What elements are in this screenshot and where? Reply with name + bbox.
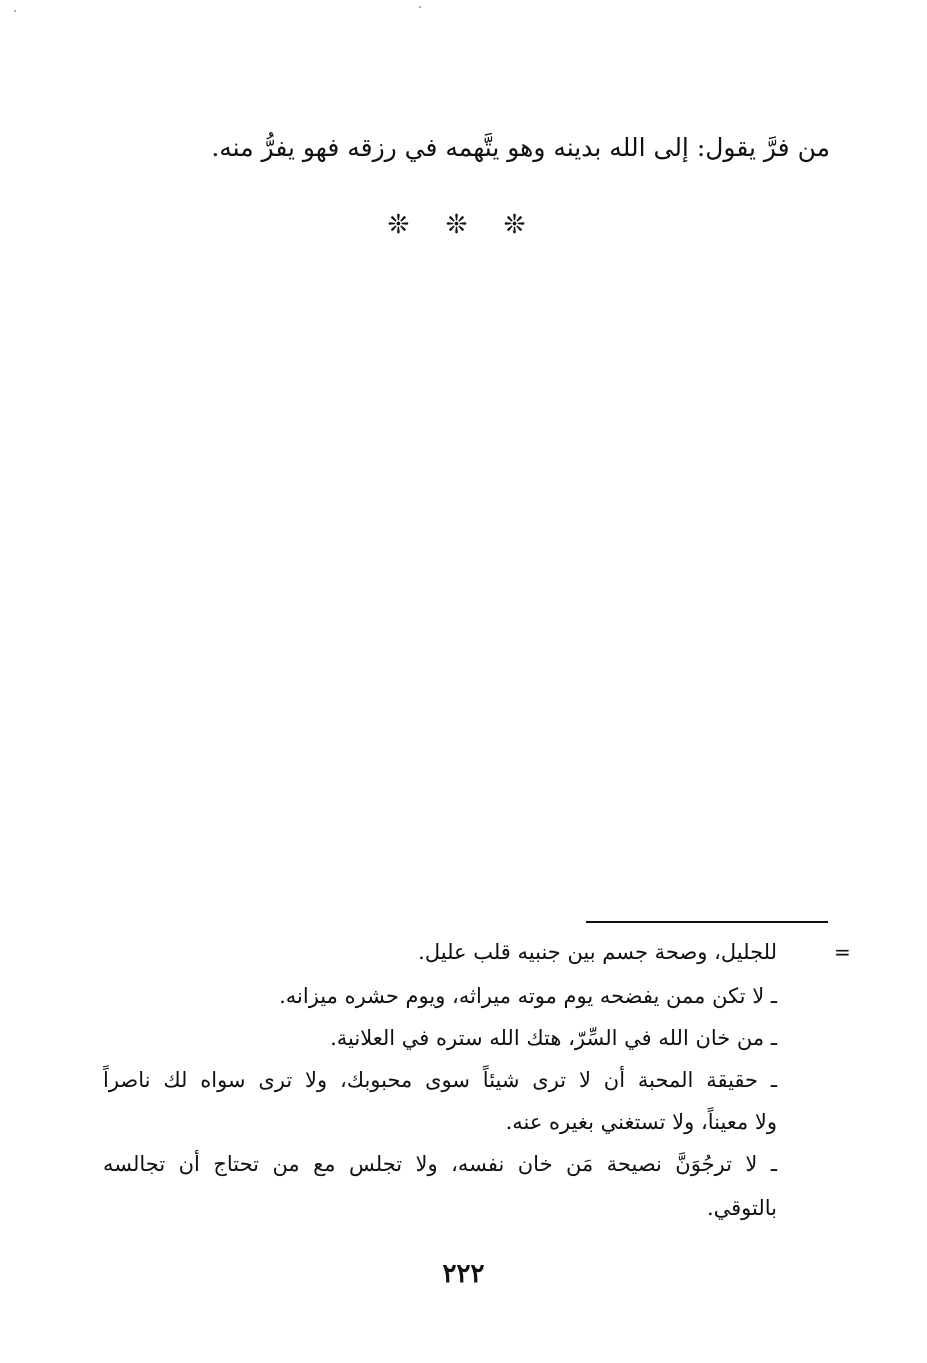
footnote-line: ولا معيناً، ولا تستغني بغيره عنه. — [505, 1110, 777, 1134]
footnote-line: بالتوقي. — [706, 1196, 777, 1220]
footnote-line: ـ لا ترجُوَنَّ نصيحة مَن خان نفسه، ولا تجلس مع من تحتاج أن تجالسه — [103, 1152, 777, 1176]
footnote-line: ـ حقيقة المحبة أن لا ترى شيئاً سوى محبوبك، ولا ترى سواه لك ناصراً — [103, 1068, 777, 1092]
main-paragraph: من فرَّ يقول: إلى الله بدينه وهو يتَّهمه في رزقه فهو يفرُّ منه. — [211, 133, 830, 162]
footnote-line: ـ لا تكن ممن يفضحه يوم موته ميراثه، ويوم حشره ميزانه. — [279, 984, 777, 1008]
scan-speck — [419, 6, 421, 8]
page-number: ٢٢٢ — [442, 1259, 485, 1289]
footnote-divider — [586, 921, 828, 923]
footnote-line: ـ من خان الله في السِّرّ، هتك الله ستره في العلانية. — [330, 1026, 777, 1050]
section-separator-stars: ❊ ❊ ❊ — [387, 210, 540, 240]
scan-speck — [14, 10, 16, 12]
footnote-continuation-mark: = — [834, 940, 851, 964]
footnote-line: للجليل، وصحة جسم بين جنبيه قلب عليل. — [418, 940, 777, 964]
